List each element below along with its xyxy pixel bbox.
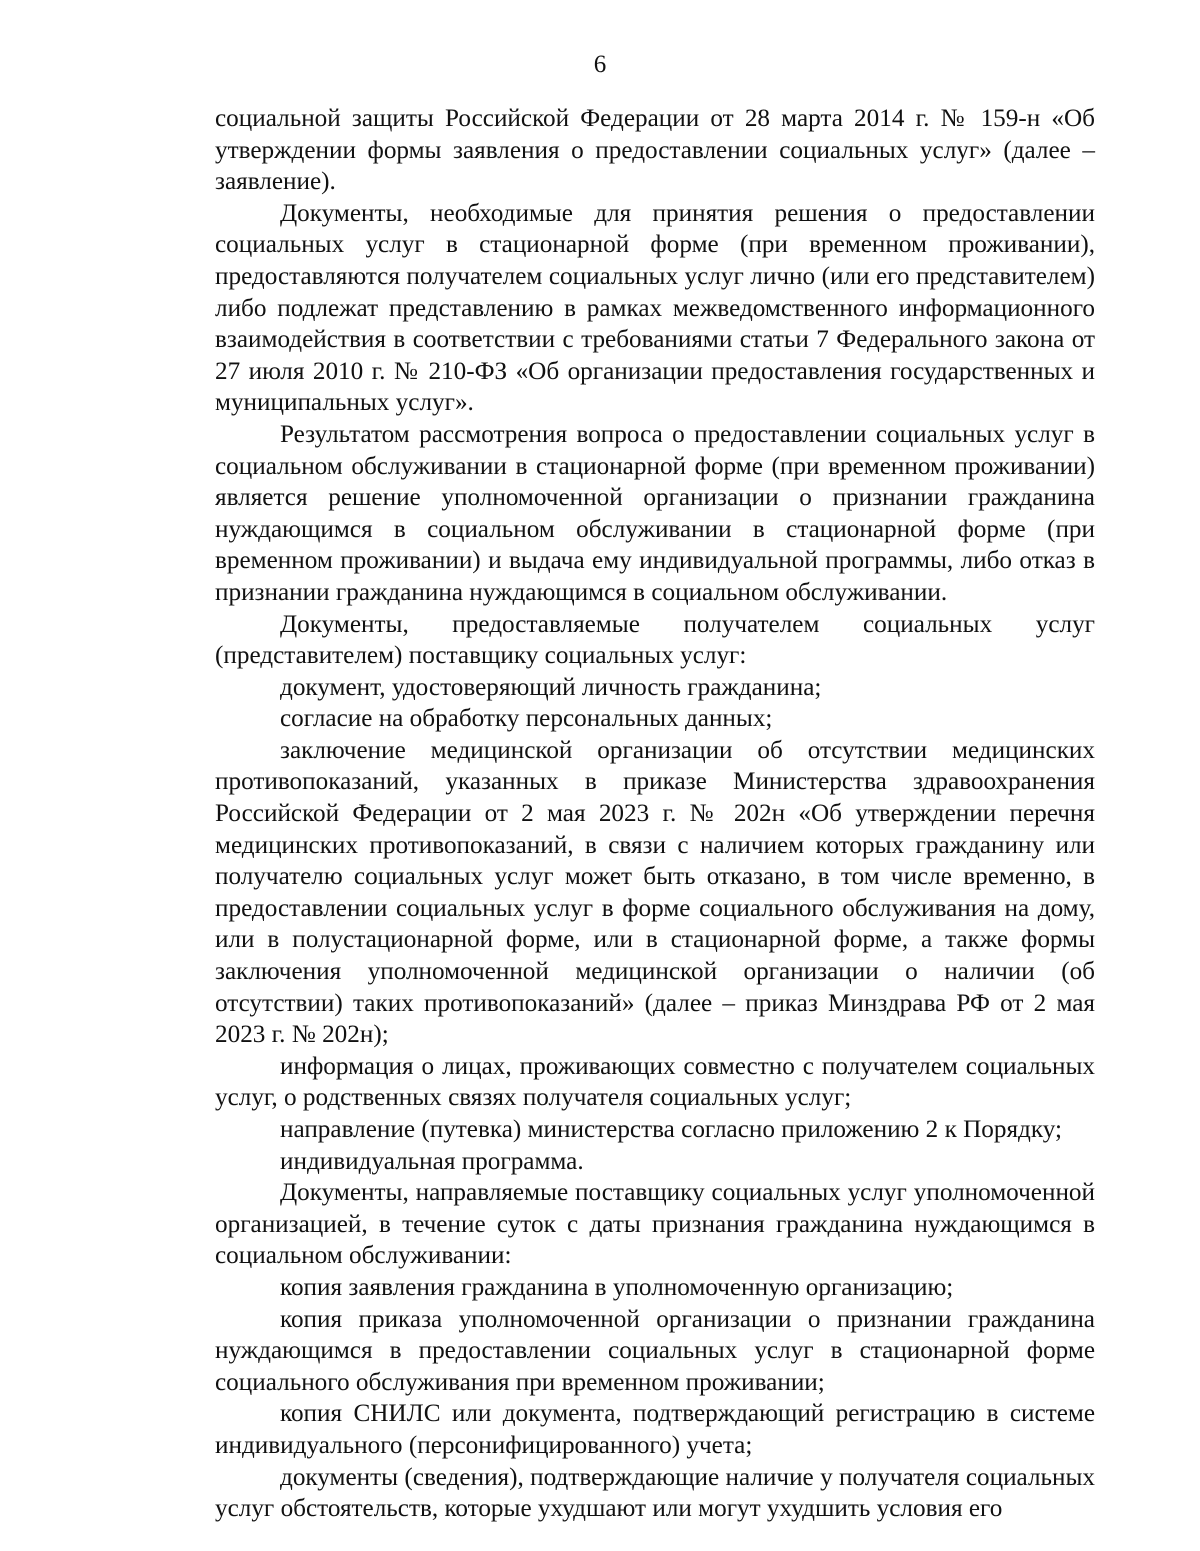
list-item: копия заявления гражданина в уполномоченную организацию; [280,1273,954,1301]
list-item: информация о лицах, проживающих совместно с получателем социальных услуг, о родственных связях получателя социальных услуг; [215,1052,1095,1112]
list-item: документ, удостоверяющий личность гражданина; [280,673,822,701]
paragraph-documents-provided: Документы, предоставляемые получателем социальных услуг (представителем) поставщику социальных услуг: [215,610,1095,670]
paragraph-continuation: социальной защиты Российской Федерации от 28 марта 2014 г. № 159-н «Об утверждении формы заявления о предоставлении социальных услуг» (далее – заявление). [215,105,1095,196]
paragraph-documents-required: Документы, необходимые для принятия решения о предоставлении социальных услуг в стационарной форме (при временном проживании), предоставляются получателем социальных услуг лично (или его представителем) либо подлежат представлению в рамках межведомственного информационного взаимодействия в соответствии с требованиями статьи 7 Федерального закона от 27 июля 2010 г. № 210-ФЗ «Об организации предоставления государственных и муниципальных услуг». [215,199,1095,417]
list-item: копия приказа уполномоченной организации о признании гражданина нуждающимся в предоставлении социальных услуг в стационарной форме социального обслуживания при временном проживании; [215,1305,1095,1396]
document-body [215,103,1095,1525]
paragraph-result: Результатом рассмотрения вопроса о предоставлении социальных услуг в социальном обслуживании в стационарной форме (при временном проживании) является решение уполномоченной организации о признании гражданина нуждающимся в социальном обслуживании в стационарной форме (при временном проживании) и выдача ему индивидуальной программы, либо отказ в признании гражданина нуждающимся в социальном обслуживании. [215,420,1095,606]
list-item: заключение медицинской организации об отсутствии медицинских противопоказаний, указанных в приказе Министерства здравоохранения Российской Федерации от 2 мая 2023 г. № 202н «Об утверждении перечня медицинских противопоказаний, в связи с наличием которых гражданину или получателю социальных услуг может быть отказано, в том числе временно, в предоставлении социальных услуг в форме социального обслуживания на дому, или в полустационарной форме, или в стационарной форме, а также формы заключения уполномоченной медицинской организации о наличии (об отсутствии) таких противопоказаний» (далее – приказ Минздрава РФ от 2 мая 2023 г. № 202н); [215,736,1095,1049]
list-item: направление (путевка) министерства согласно приложению 2 к Порядку; [280,1116,1063,1143]
page-number: 6 [593,51,607,78]
list-item: согласие на обработку персональных данных; [280,705,773,733]
list-item: копия СНИЛС или документа, подтверждающий регистрацию в системе индивидуального (персонифицированного) учета; [215,1400,1095,1459]
list-item: индивидуальная программа. [280,1147,584,1175]
paragraph-documents-sent: Документы, направляемые поставщику социальных услуг уполномоченной организацией, в течение суток с даты признания гражданина нуждающимся в социальном обслуживании: [215,1179,1095,1270]
list-item: документы (сведения), подтверждающие наличие у получателя социальных услуг обстоятельств, которые ухудшают или могут ухудшить условия его [215,1463,1095,1523]
